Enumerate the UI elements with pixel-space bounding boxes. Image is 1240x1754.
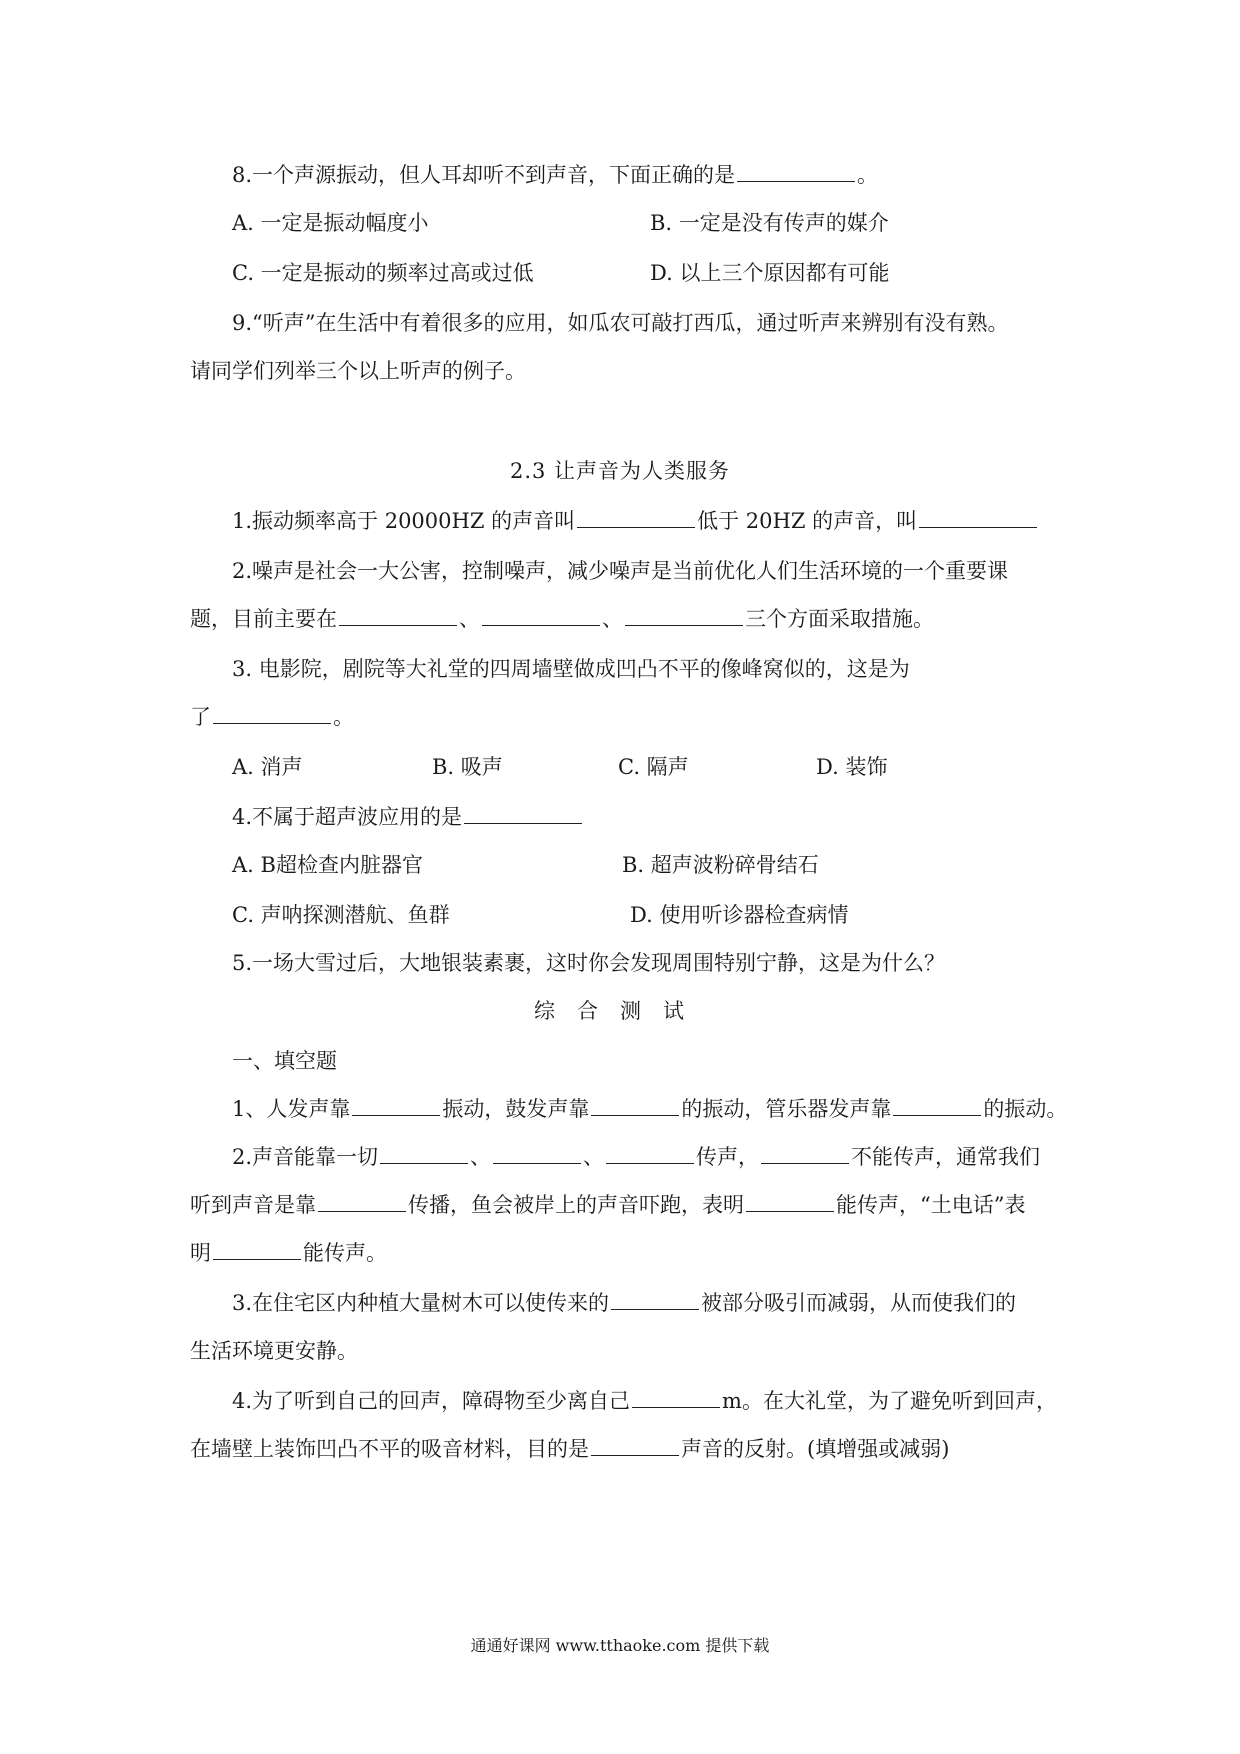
answer-blank bbox=[591, 1435, 679, 1456]
answer-blank bbox=[632, 1387, 720, 1408]
s23-q3-end: 。 bbox=[333, 705, 354, 729]
answer-blank bbox=[606, 1143, 694, 1164]
f1-text-d: 的振动。 bbox=[983, 1097, 1068, 1121]
f1-text-c: 的振动，管乐器发声靠 bbox=[681, 1097, 892, 1121]
answer-blank bbox=[213, 1239, 301, 1260]
s23-q4-text: 4.不属于超声波应用的是 bbox=[232, 805, 463, 829]
q8-option-d: D. 以上三个原因都有可能 bbox=[650, 261, 890, 285]
q9-line1: 9.“听声”在生活中有着很多的应用，如瓜农可敲打西瓜，通过听声来辨别有没有熟。 bbox=[232, 311, 1009, 335]
q9-line2: 请同学们列举三个以上听声的例子。 bbox=[190, 359, 526, 383]
q8-option-c: C. 一定是振动的频率过高或过低 bbox=[232, 261, 534, 285]
q8-stem bbox=[232, 160, 878, 190]
s23-q3-option-d: D. 装饰 bbox=[816, 755, 888, 779]
s23-q4-option-b: B. 超声波粉碎骨结石 bbox=[622, 853, 819, 877]
answer-blank bbox=[746, 1191, 834, 1212]
f4-line2 bbox=[190, 1434, 949, 1464]
f4-text-b: m。在大礼堂，为了避免听到回声， bbox=[722, 1389, 1057, 1413]
test-title: 综合测试 bbox=[534, 999, 706, 1023]
s23-q1-text-b: 低于 20HZ 的声音，叫 bbox=[697, 509, 918, 533]
answer-blank bbox=[493, 1143, 581, 1164]
f1 bbox=[232, 1094, 1067, 1124]
footer-text: 通通好课网 www.tthaoke.com 提供下载 bbox=[470, 1636, 770, 1655]
f4-l2-text-a: 在墙壁上装饰凹凸不平的吸音材料，目的是 bbox=[190, 1437, 589, 1461]
f2-l2-text-a: 听到声音是靠 bbox=[190, 1193, 316, 1217]
s23-q1 bbox=[232, 506, 1039, 536]
separator: 、 bbox=[459, 607, 480, 631]
q8-end: 。 bbox=[857, 163, 879, 187]
s23-q4-option-c: C. 声呐探测潜航、鱼群 bbox=[232, 903, 450, 927]
s23-q2-line2 bbox=[190, 604, 934, 634]
answer-blank bbox=[893, 1095, 981, 1116]
answer-blank bbox=[339, 605, 457, 626]
q8-option-b: B. 一定是没有传声的媒介 bbox=[650, 211, 889, 235]
f2-line1 bbox=[232, 1142, 1040, 1172]
f2-text-c: 不能传声，通常我们 bbox=[851, 1145, 1041, 1169]
f3-line2: 生活环境更安静。 bbox=[190, 1339, 358, 1363]
f4-l2-text-b: 声音的反射。(填增强或减弱) bbox=[681, 1437, 950, 1461]
answer-blank bbox=[577, 507, 695, 528]
q8-stem-text: 8.一个声源振动，但人耳却听不到声音，下面正确的是 bbox=[232, 163, 736, 187]
s23-q2-text-a: 题，目前主要在 bbox=[190, 607, 337, 631]
f2-l2-text-c: 能传声，“土电话”表 bbox=[836, 1193, 1026, 1217]
s23-q3-option-c: C. 隔声 bbox=[618, 755, 689, 779]
f3-line1 bbox=[232, 1288, 1016, 1318]
f2-l2-text-b: 传播，鱼会被岸上的声音吓跑，表明 bbox=[408, 1193, 744, 1217]
part1-heading: 一、填空题 bbox=[232, 1049, 337, 1073]
answer-blank bbox=[737, 161, 855, 182]
answer-blank bbox=[213, 703, 331, 724]
answer-blank bbox=[482, 605, 600, 626]
s23-q2-line1: 2.噪声是社会一大公害，控制噪声，减少噪声是当前优化人们生活环境的一个重要课 bbox=[232, 559, 1009, 583]
s23-q4-option-d: D. 使用听诊器检查病情 bbox=[630, 903, 849, 927]
answer-blank bbox=[380, 1143, 468, 1164]
separator: 、 bbox=[583, 1145, 605, 1169]
answer-blank bbox=[761, 1143, 849, 1164]
f2-l3-text-a: 明 bbox=[190, 1241, 211, 1265]
s23-q2-end: 三个方面采取措施。 bbox=[745, 607, 934, 631]
f2-text-a: 2.声音能靠一切 bbox=[232, 1145, 379, 1169]
s23-q3-line1: 3. 电影院，剧院等大礼堂的四周墙壁做成凹凸不平的像峰窝似的，这是为 bbox=[232, 657, 910, 681]
answer-blank bbox=[352, 1095, 440, 1116]
s23-q4-option-a: A. B超检查内脏器官 bbox=[232, 853, 423, 877]
separator: 、 bbox=[470, 1145, 492, 1169]
f2-l3-text-b: 能传声。 bbox=[303, 1241, 387, 1265]
answer-blank bbox=[318, 1191, 406, 1212]
s23-q5: 5.一场大雪过后，大地银装素裹，这时你会发现周围特别宁静，这是为什么？ bbox=[232, 951, 946, 975]
answer-blank bbox=[464, 803, 582, 824]
s23-q1-text-a: 1.振动频率高于 20000HZ 的声音叫 bbox=[232, 509, 576, 533]
s23-q3-option-b: B. 吸声 bbox=[432, 755, 503, 779]
answer-blank bbox=[591, 1095, 679, 1116]
s23-q3-line2 bbox=[190, 702, 354, 732]
f2-line2 bbox=[190, 1190, 1025, 1220]
f2-line3 bbox=[190, 1238, 387, 1268]
section-title: 2.3 让声音为人类服务 bbox=[509, 459, 731, 483]
answer-blank bbox=[919, 507, 1037, 528]
f4-text-a: 4.为了听到自己的回声，障碍物至少离自己 bbox=[232, 1389, 631, 1413]
s23-q3-text-a: 了 bbox=[190, 705, 211, 729]
q8-option-a: A. 一定是振动幅度小 bbox=[232, 211, 429, 235]
f1-text-a: 1、人发声靠 bbox=[232, 1097, 351, 1121]
s23-q3-option-a: A. 消声 bbox=[232, 755, 303, 779]
f1-text-b: 振动，鼓发声靠 bbox=[442, 1097, 590, 1121]
s23-q4-stem bbox=[232, 802, 584, 832]
f2-text-b: 传声， bbox=[696, 1145, 760, 1169]
answer-blank bbox=[611, 1289, 699, 1310]
f4-line1 bbox=[232, 1386, 1057, 1416]
f3-text-a: 3.在住宅区内种植大量树木可以使传来的 bbox=[232, 1291, 610, 1315]
f3-text-b: 被部分吸引而减弱，从而使我们的 bbox=[701, 1291, 1017, 1315]
separator: 、 bbox=[602, 607, 623, 631]
answer-blank bbox=[625, 605, 743, 626]
